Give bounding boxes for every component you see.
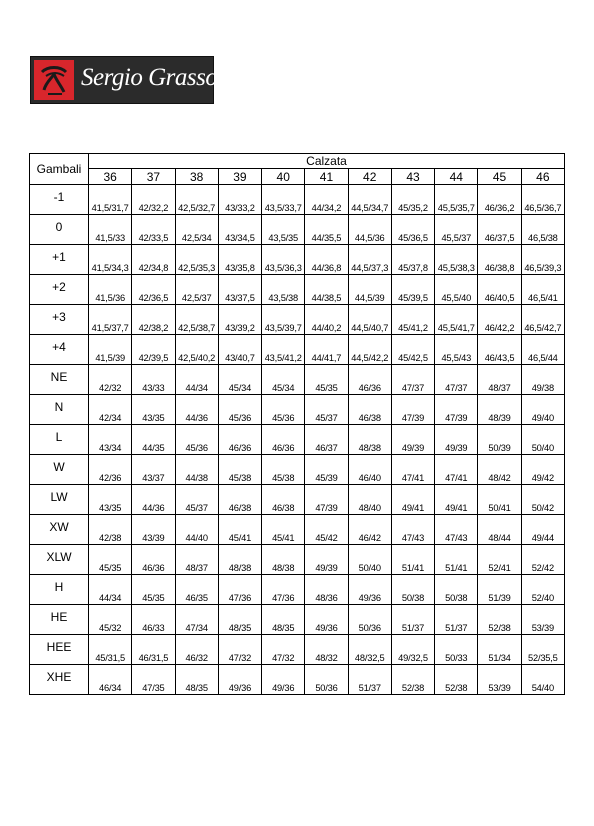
table-cell: 50/41 xyxy=(478,485,521,515)
table-cell: 45/36,5 xyxy=(391,215,434,245)
table-cell: 46/40 xyxy=(348,455,391,485)
size-header-cell: 38 xyxy=(175,169,218,185)
table-cell: 44/40,2 xyxy=(305,305,348,335)
table-cell: 45/37,8 xyxy=(391,245,434,275)
table-cell: 45,5/41,7 xyxy=(435,305,478,335)
table-cell: 42/34,8 xyxy=(132,245,175,275)
table-cell: 48/37 xyxy=(175,545,218,575)
table-cell: 46/36 xyxy=(348,365,391,395)
table-cell: 50/40 xyxy=(521,425,564,455)
table-cell: 48/37 xyxy=(478,365,521,395)
table-cell: 47/35 xyxy=(132,665,175,695)
row-label: +3 xyxy=(30,305,89,335)
row-label: LW xyxy=(30,485,89,515)
table-cell: 42/32,2 xyxy=(132,185,175,215)
table-cell: 46,5/36,7 xyxy=(521,185,564,215)
table-cell: 49/41 xyxy=(391,485,434,515)
table-row xyxy=(30,425,565,455)
table-cell: 47/32 xyxy=(262,635,305,665)
table-cell: 46/36 xyxy=(262,425,305,455)
size-header-cell: 37 xyxy=(132,169,175,185)
row-label: +1 xyxy=(30,245,89,275)
table-cell: 45,5/35,7 xyxy=(435,185,478,215)
table-cell: 46,5/42,7 xyxy=(521,305,564,335)
table-cell: 52/38 xyxy=(435,665,478,695)
table-cell: 49/36 xyxy=(262,665,305,695)
table-cell: 52/40 xyxy=(521,575,564,605)
table-cell: 45/31,5 xyxy=(89,635,132,665)
table-cell: 46,5/44 xyxy=(521,335,564,365)
group-header-label: Calzata xyxy=(89,154,565,169)
table-cell: 45/35 xyxy=(132,575,175,605)
table-cell: 52/35,5 xyxy=(521,635,564,665)
size-header-row xyxy=(30,169,565,185)
table-cell: 42/38 xyxy=(89,515,132,545)
table-cell: 43/37,5 xyxy=(218,275,261,305)
table-cell: 43/34 xyxy=(89,425,132,455)
table-cell: 45/42,5 xyxy=(391,335,434,365)
table-row xyxy=(30,215,565,245)
table-cell: 44,5/42,2 xyxy=(348,335,391,365)
table-cell: 42,5/38,7 xyxy=(175,305,218,335)
table-cell: 47/39 xyxy=(305,485,348,515)
table-cell: 46/38 xyxy=(348,395,391,425)
table-cell: 47/39 xyxy=(391,395,434,425)
table-cell: 43/39,2 xyxy=(218,305,261,335)
table-cell: 44/38 xyxy=(175,455,218,485)
table-cell: 50/38 xyxy=(435,575,478,605)
table-cell: 53/39 xyxy=(521,605,564,635)
table-cell: 47/36 xyxy=(262,575,305,605)
size-header-cell: 45 xyxy=(478,169,521,185)
table-row xyxy=(30,515,565,545)
table-cell: 50/36 xyxy=(348,605,391,635)
table-cell: 45/39 xyxy=(305,455,348,485)
table-cell: 46/35 xyxy=(175,575,218,605)
table-cell: 43,5/36,3 xyxy=(262,245,305,275)
row-label: L xyxy=(30,425,89,455)
table-row xyxy=(30,485,565,515)
table-row xyxy=(30,395,565,425)
table-cell: 49/42 xyxy=(521,455,564,485)
table-cell: 51/34 xyxy=(478,635,521,665)
row-label: HE xyxy=(30,605,89,635)
table-row xyxy=(30,275,565,305)
table-cell: 50/36 xyxy=(305,665,348,695)
table-cell: 43/37 xyxy=(132,455,175,485)
table-cell: 43,5/33,7 xyxy=(262,185,305,215)
row-label: +4 xyxy=(30,335,89,365)
table-cell: 44/34,2 xyxy=(305,185,348,215)
table-cell: 48/35 xyxy=(262,605,305,635)
brand-logo xyxy=(30,56,218,104)
table-cell: 45/42 xyxy=(305,515,348,545)
table-cell: 44,5/34,7 xyxy=(348,185,391,215)
table-cell: 45/41 xyxy=(262,515,305,545)
table-cell: 41,5/39 xyxy=(89,335,132,365)
table-cell: 50/40 xyxy=(348,545,391,575)
table-cell: 45,5/40 xyxy=(435,275,478,305)
table-cell: 43/39 xyxy=(132,515,175,545)
table-cell: 47/36 xyxy=(218,575,261,605)
row-label: +2 xyxy=(30,275,89,305)
table-cell: 41,5/33 xyxy=(89,215,132,245)
table-cell: 52/38 xyxy=(391,665,434,695)
table-cell: 46/42,2 xyxy=(478,305,521,335)
table-cell: 46/40,5 xyxy=(478,275,521,305)
table-cell: 49/39 xyxy=(305,545,348,575)
table-cell: 48/39 xyxy=(478,395,521,425)
size-header-cell: 46 xyxy=(521,169,564,185)
size-header-cell: 41 xyxy=(305,169,348,185)
table-cell: 43/35,8 xyxy=(218,245,261,275)
table-cell: 48/35 xyxy=(218,605,261,635)
table-cell: 45/35 xyxy=(305,365,348,395)
table-cell: 45/34 xyxy=(218,365,261,395)
table-cell: 49/40 xyxy=(521,395,564,425)
table-row xyxy=(30,665,565,695)
table-cell: 45/38 xyxy=(262,455,305,485)
table-cell: 48/44 xyxy=(478,515,521,545)
table-cell: 51/37 xyxy=(435,605,478,635)
size-header-cell: 44 xyxy=(435,169,478,185)
table-cell: 43,5/41,2 xyxy=(262,335,305,365)
table-row xyxy=(30,305,565,335)
table-row xyxy=(30,575,565,605)
table-cell: 43/34,5 xyxy=(218,215,261,245)
table-cell: 49/39 xyxy=(391,425,434,455)
table-cell: 44/38,5 xyxy=(305,275,348,305)
row-label: N xyxy=(30,395,89,425)
table-cell: 44,5/40,7 xyxy=(348,305,391,335)
table-cell: 42/36 xyxy=(89,455,132,485)
row-header-label: Gambali xyxy=(30,154,89,185)
table-cell: 46/37 xyxy=(305,425,348,455)
table-cell: 48/38 xyxy=(348,425,391,455)
row-label: HEE xyxy=(30,635,89,665)
table-cell: 47/41 xyxy=(435,455,478,485)
size-body xyxy=(30,185,565,695)
table-cell: 46/31,5 xyxy=(132,635,175,665)
table-cell: 47/32 xyxy=(218,635,261,665)
table-cell: 42,5/40,2 xyxy=(175,335,218,365)
table-row xyxy=(30,605,565,635)
table-cell: 41,5/34,3 xyxy=(89,245,132,275)
table-cell: 49/36 xyxy=(218,665,261,695)
table-cell: 42/38,2 xyxy=(132,305,175,335)
table-cell: 54/40 xyxy=(521,665,564,695)
table-cell: 45/39,5 xyxy=(391,275,434,305)
table-cell: 46/38 xyxy=(218,485,261,515)
table-cell: 48/35 xyxy=(175,665,218,695)
table-cell: 45,5/37 xyxy=(435,215,478,245)
table-cell: 52/41 xyxy=(478,545,521,575)
table-cell: 45/36 xyxy=(262,395,305,425)
table-cell: 45/41,2 xyxy=(391,305,434,335)
table-cell: 45/37 xyxy=(175,485,218,515)
table-cell: 51/41 xyxy=(391,545,434,575)
size-header-cell: 36 xyxy=(89,169,132,185)
table-cell: 44,5/37,3 xyxy=(348,245,391,275)
table-cell: 43,5/38 xyxy=(262,275,305,305)
table-cell: 52/38 xyxy=(478,605,521,635)
row-label: -1 xyxy=(30,185,89,215)
size-header-cell: 43 xyxy=(391,169,434,185)
table-cell: 49/44 xyxy=(521,515,564,545)
table-cell: 42,5/32,7 xyxy=(175,185,218,215)
table-row xyxy=(30,245,565,275)
table-cell: 47/37 xyxy=(435,365,478,395)
table-cell: 46,5/38 xyxy=(521,215,564,245)
table-cell: 46/36 xyxy=(132,545,175,575)
table-cell: 42,5/35,3 xyxy=(175,245,218,275)
table-cell: 45,5/43 xyxy=(435,335,478,365)
table-cell: 44/35,5 xyxy=(305,215,348,245)
table-cell: 47/43 xyxy=(435,515,478,545)
table-cell: 46,5/41 xyxy=(521,275,564,305)
table-cell: 42/39,5 xyxy=(132,335,175,365)
table-cell: 43/33,2 xyxy=(218,185,261,215)
table-cell: 46/43,5 xyxy=(478,335,521,365)
table-cell: 46/38,8 xyxy=(478,245,521,275)
size-header-cell: 40 xyxy=(262,169,305,185)
table-cell: 41,5/36 xyxy=(89,275,132,305)
row-label: NE xyxy=(30,365,89,395)
table-cell: 42,5/34 xyxy=(175,215,218,245)
table-cell: 46/33 xyxy=(132,605,175,635)
table-cell: 48/36 xyxy=(305,575,348,605)
table-row xyxy=(30,335,565,365)
table-cell: 49/38 xyxy=(521,365,564,395)
table-cell: 44/34 xyxy=(175,365,218,395)
table-cell: 45/32 xyxy=(89,605,132,635)
table-cell: 46/42 xyxy=(348,515,391,545)
size-table xyxy=(29,153,565,695)
table-cell: 49/32,5 xyxy=(391,635,434,665)
table-cell: 51/37 xyxy=(391,605,434,635)
table-cell: 45/35,2 xyxy=(391,185,434,215)
table-cell: 44,5/39 xyxy=(348,275,391,305)
table-cell: 50/38 xyxy=(391,575,434,605)
table-cell: 47/39 xyxy=(435,395,478,425)
table-cell: 48/38 xyxy=(218,545,261,575)
size-header-cell: 39 xyxy=(218,169,261,185)
row-label: H xyxy=(30,575,89,605)
row-label: XW xyxy=(30,515,89,545)
table-cell: 48/42 xyxy=(478,455,521,485)
table-row xyxy=(30,455,565,485)
table-cell: 41,5/31,7 xyxy=(89,185,132,215)
table-cell: 46/36 xyxy=(218,425,261,455)
table-cell: 44/36 xyxy=(132,485,175,515)
table-cell: 47/43 xyxy=(391,515,434,545)
table-cell: 42/34 xyxy=(89,395,132,425)
table-cell: 49/36 xyxy=(348,575,391,605)
size-header-cell: 42 xyxy=(348,169,391,185)
table-cell: 46/38 xyxy=(262,485,305,515)
row-label: 0 xyxy=(30,215,89,245)
table-row xyxy=(30,365,565,395)
table-cell: 43/35 xyxy=(132,395,175,425)
table-cell: 44,5/36 xyxy=(348,215,391,245)
table-cell: 44/34 xyxy=(89,575,132,605)
table-cell: 44/36,8 xyxy=(305,245,348,275)
table-cell: 51/39 xyxy=(478,575,521,605)
table-row xyxy=(30,545,565,575)
table-cell: 45/34 xyxy=(262,365,305,395)
table-cell: 50/42 xyxy=(521,485,564,515)
table-cell: 47/34 xyxy=(175,605,218,635)
table-cell: 47/41 xyxy=(391,455,434,485)
row-label: XLW xyxy=(30,545,89,575)
table-cell: 43,5/35 xyxy=(262,215,305,245)
table-cell: 48/32 xyxy=(305,635,348,665)
table-cell: 46/37,5 xyxy=(478,215,521,245)
table-cell: 43/33 xyxy=(132,365,175,395)
table-cell: 44/40 xyxy=(175,515,218,545)
table-cell: 48/40 xyxy=(348,485,391,515)
table-cell: 43,5/39,7 xyxy=(262,305,305,335)
table-cell: 42/33,5 xyxy=(132,215,175,245)
table-cell: 41,5/37,7 xyxy=(89,305,132,335)
table-cell: 46/32 xyxy=(175,635,218,665)
row-label: XHE xyxy=(30,665,89,695)
table-cell: 44/41,7 xyxy=(305,335,348,365)
table-cell: 43/40,7 xyxy=(218,335,261,365)
table-cell: 45/36 xyxy=(175,425,218,455)
table-cell: 45/37 xyxy=(305,395,348,425)
table-cell: 44/36 xyxy=(175,395,218,425)
table-cell: 46,5/39,3 xyxy=(521,245,564,275)
table-row xyxy=(30,635,565,665)
table-cell: 46/34 xyxy=(89,665,132,695)
table-row xyxy=(30,185,565,215)
table-cell: 43/35 xyxy=(89,485,132,515)
table-cell: 51/37 xyxy=(348,665,391,695)
table-cell: 45/36 xyxy=(218,395,261,425)
table-cell: 42/32 xyxy=(89,365,132,395)
table-cell: 53/39 xyxy=(478,665,521,695)
table-cell: 45/35 xyxy=(89,545,132,575)
table-cell: 48/38 xyxy=(262,545,305,575)
table-cell: 45,5/38,3 xyxy=(435,245,478,275)
table-cell: 49/41 xyxy=(435,485,478,515)
table-cell: 45/41 xyxy=(218,515,261,545)
row-label: W xyxy=(30,455,89,485)
table-cell: 50/39 xyxy=(478,425,521,455)
table-cell: 52/42 xyxy=(521,545,564,575)
table-cell: 49/36 xyxy=(305,605,348,635)
table-cell: 45/38 xyxy=(218,455,261,485)
table-cell: 50/33 xyxy=(435,635,478,665)
brand-name: Sergio Grasso xyxy=(81,64,218,91)
table-cell: 46/36,2 xyxy=(478,185,521,215)
table-cell: 44/35 xyxy=(132,425,175,455)
table-cell: 47/37 xyxy=(391,365,434,395)
table-cell: 51/41 xyxy=(435,545,478,575)
table-cell: 49/39 xyxy=(435,425,478,455)
table-cell: 42/36,5 xyxy=(132,275,175,305)
brand-mark-icon xyxy=(34,60,74,100)
table-cell: 42,5/37 xyxy=(175,275,218,305)
table-cell: 48/32,5 xyxy=(348,635,391,665)
